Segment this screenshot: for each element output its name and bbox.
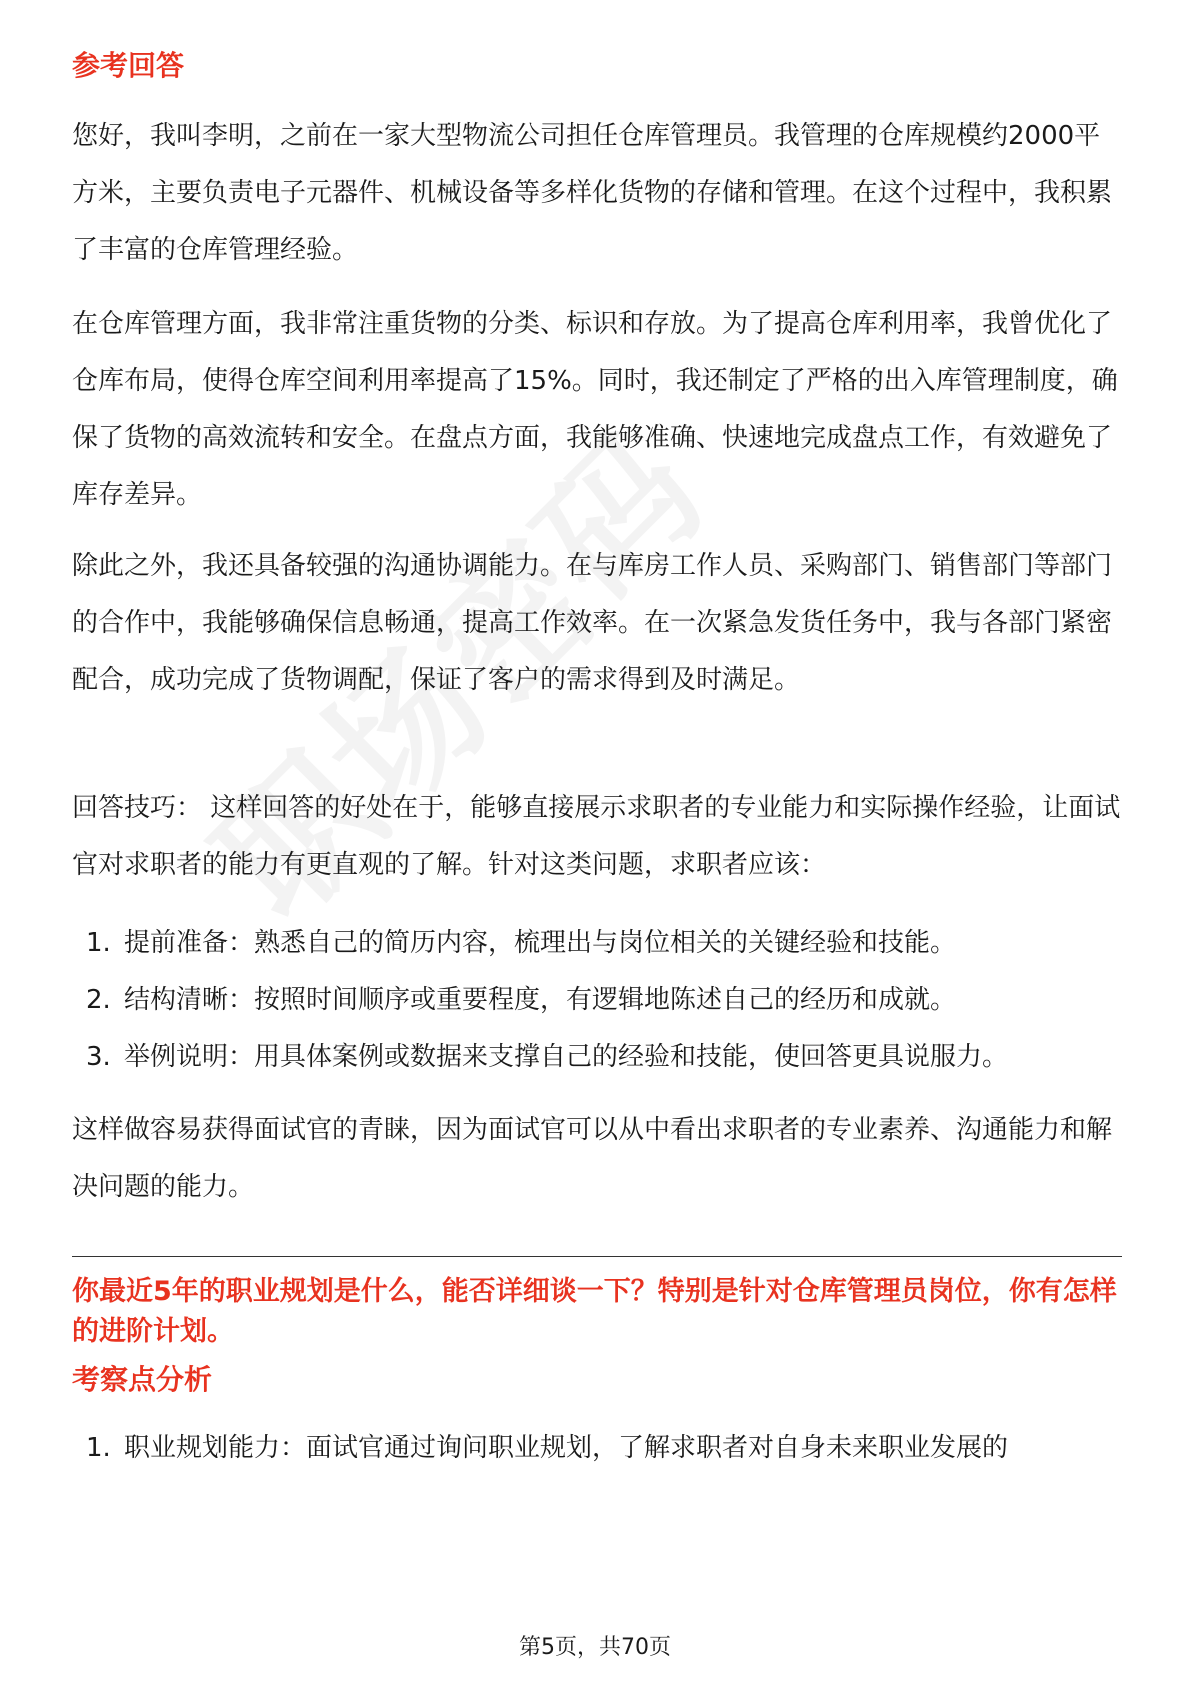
page-footer: 第5页，共70页 (519, 1635, 671, 1660)
analysis-heading: 考察点分析 (72, 1363, 213, 1396)
list-item (72, 1420, 1122, 1477)
answer-paragraph-1: 您好，我叫李明，之前在一家大型物流公司担任仓库管理员。我管理的仓库规模约2000平方米，主要负责电子元器件、机械设备等多样化货物的存储和管理。在这个过程中，我积累了丰富的仓库管理经验。 (72, 121, 1113, 265)
list-item-text: 结构清晰：按照时间顺序或重要程度，有逻辑地陈述自己的经历和成就。 (124, 985, 957, 1015)
list-item-number: 3. (86, 1042, 111, 1072)
list-item-text: 举例说明：用具体案例或数据来支撑自己的经验和技能，使回答更具说服力。 (124, 1042, 1009, 1072)
list-item-number: 1. (86, 1433, 111, 1463)
analysis-list (72, 1420, 1122, 1477)
document-page (72, 0, 1122, 1684)
next-question: 你最近5年的职业规划是什么，能否详细谈一下？特别是针对仓库管理员岗位，你有怎样的进阶计划。 (72, 1276, 1117, 1347)
answer-paragraph-2: 在仓库管理方面，我非常注重货物的分类、标识和存放。为了提高仓库利用率，我曾优化了仓库布局，使得仓库空间利用率提高了15%。同时，我还制定了严格的出入库管理制度，确保了货物的高效流转和安全。在盘点方面，我能够准确、快速地完成盘点工作，有效避免了库存差异。 (72, 309, 1118, 510)
list-item-text: 提前准备：熟悉自己的简历内容，梳理出与岗位相关的关键经验和技能。 (124, 928, 957, 958)
list-item-text: 职业规划能力：面试官通过询问职业规划，了解求职者对自身未来职业发展的 (124, 1433, 1009, 1463)
list-item (72, 972, 1122, 1029)
list-item (72, 915, 1122, 972)
list-item-number: 2. (86, 985, 111, 1015)
list-item (72, 1029, 1122, 1086)
tips-list (72, 915, 1122, 1086)
tips-intro: 回答技巧： 这样回答的好处在于，能够直接展示求职者的专业能力和实际操作经验，让面试官对求职者的能力有更直观的了解。针对这类问题，求职者应该： (72, 793, 1121, 880)
section-divider (72, 1256, 1122, 1257)
list-item-number: 1. (86, 928, 111, 958)
answer-paragraph-3: 除此之外，我还具备较强的沟通协调能力。在与库房工作人员、采购部门、销售部门等部门的合作中，我能够确保信息畅通，提高工作效率。在一次紧急发货任务中，我与各部门紧密配合，成功完成了货物调配，保证了客户的需求得到及时满足。 (72, 551, 1113, 695)
answer-heading: 参考回答 (72, 49, 185, 82)
tips-conclusion: 这样做容易获得面试官的青睐，因为面试官可以从中看出求职者的专业素养、沟通能力和解决问题的能力。 (72, 1115, 1113, 1202)
